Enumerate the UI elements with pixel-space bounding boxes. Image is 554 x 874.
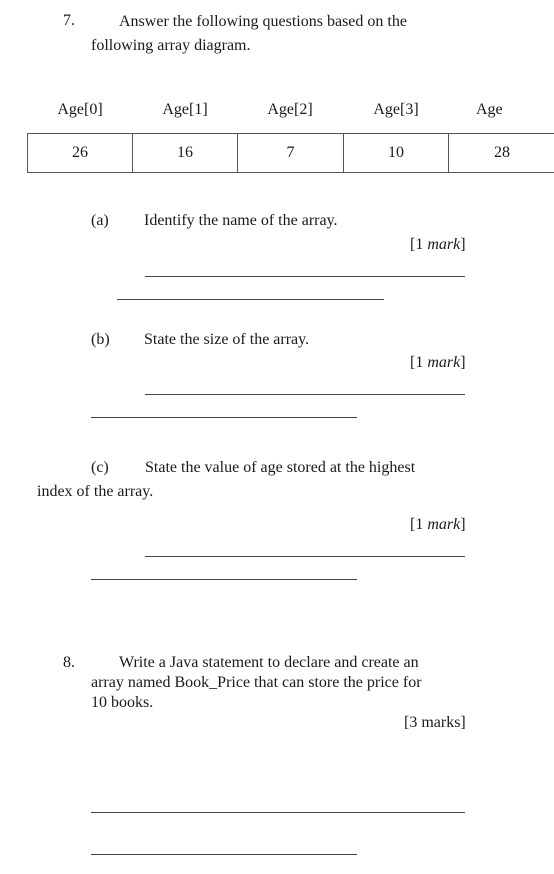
question-8-number: 8. <box>63 654 75 671</box>
array-header-4: Age <box>476 101 503 118</box>
part-a-label: (a) <box>91 212 109 229</box>
answer-line-a1 <box>145 276 465 277</box>
array-header-1: Age[1] <box>162 101 208 118</box>
question-8-text-line3: 10 books. <box>91 694 154 711</box>
question-7-number: 7. <box>63 12 75 29</box>
question-8-marks: [3 marks] <box>404 714 466 731</box>
answer-line-8a <box>91 812 465 813</box>
array-cell-0: 26 <box>27 133 133 173</box>
answer-line-c1 <box>145 556 465 557</box>
question-8-text-line1: Write a Java statement to declare and create an <box>119 654 419 671</box>
part-b-marks: [1 mark] <box>410 354 466 371</box>
part-c-marks: [1 mark] <box>410 516 466 533</box>
answer-line-b2 <box>91 417 357 418</box>
answer-line-c2 <box>91 579 357 580</box>
answer-line-a2 <box>117 299 384 300</box>
answer-line-b1 <box>145 394 465 395</box>
array-clip <box>0 0 510 200</box>
part-c-text-line1: State the value of age stored at the highest <box>145 459 416 476</box>
part-c-label: (c) <box>91 459 109 476</box>
question-8-text-line2: array named Book_Price that can store the price for <box>91 674 422 691</box>
array-cell-2: 7 <box>237 133 344 173</box>
part-a-marks: [1 mark] <box>410 236 466 253</box>
question-7-text-line2: following array diagram. <box>91 37 251 54</box>
array-header-0: Age[0] <box>57 101 103 118</box>
answer-line-8b <box>91 854 357 855</box>
array-header-2: Age[2] <box>267 101 313 118</box>
part-b-text: State the size of the array. <box>144 331 310 348</box>
array-cell-3: 10 <box>343 133 449 173</box>
question-7-text-line1: Answer the following questions based on the <box>119 13 407 30</box>
part-b-label: (b) <box>91 331 110 348</box>
array-cell-4: 28 <box>448 133 554 173</box>
part-a-text: Identify the name of the array. <box>144 212 338 229</box>
array-header-3: Age[3] <box>373 101 419 118</box>
array-cell-1: 16 <box>132 133 238 173</box>
part-c-text-line2: index of the array. <box>37 483 154 500</box>
